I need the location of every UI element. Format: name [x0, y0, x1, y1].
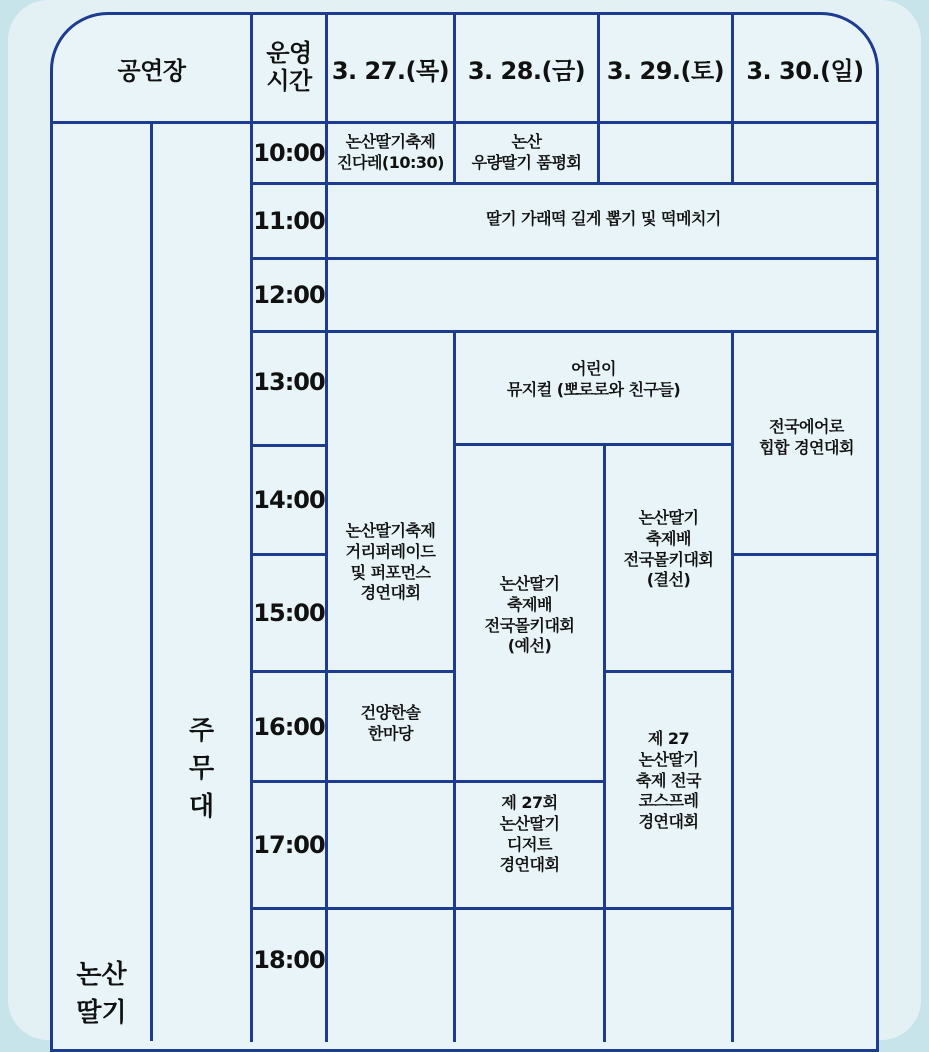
event-kids-musical: 어린이 뮤지컬 (뽀로로와 친구들): [506, 359, 681, 399]
header-hours: 운영 시간: [266, 39, 312, 95]
event-cosplay-contest: 제 27 논산딸기 축제 전국 코스프레 경연대회: [636, 729, 701, 832]
time-slot: 11:00: [253, 207, 325, 235]
time-slot: 18:00: [253, 946, 325, 974]
time-slot: 12:00: [253, 281, 325, 309]
header-day-2: 3. 28.(금): [467, 56, 586, 85]
event-molki-prelim: 논산딸기 축제배 전국몰키대회 (예선): [484, 574, 575, 656]
event-street-parade: 논산딸기축제 거리퍼레이드 및 퍼포먼스 경연대회: [345, 521, 436, 603]
event-dessert-contest: 제 27회 논산딸기 디저트 경연대회: [499, 793, 560, 875]
header-day-3: 3. 29.(토): [606, 56, 725, 85]
time-slot: 14:00: [253, 486, 325, 514]
time-slot: 16:00: [253, 712, 325, 741]
venue-label: 논산 딸기: [76, 960, 127, 1028]
time-slot: 15:00: [253, 599, 325, 627]
event-garaetteok: 딸기 가래떡 길게 뽑기 및 떡메치기: [486, 209, 721, 228]
event-hiphop-contest: 전국에어로 힙합 경연대회: [759, 417, 854, 457]
event-strawberry-tasting: 논산 우량딸기 품평회: [471, 132, 582, 172]
header-venue: 공연장: [117, 56, 186, 85]
row-line-15-right: [731, 553, 879, 556]
time-slot: 13:00: [253, 368, 325, 396]
event-jindare: 논산딸기축제 진다레(10:30): [337, 132, 444, 172]
time-slot: 17:00: [253, 831, 325, 859]
header-day-1: 3. 27.(목): [331, 56, 450, 85]
event-molki-final: 논산딸기 축제배 전국몰키대회 (결선): [623, 508, 714, 590]
stage-col-line: [150, 121, 153, 1041]
time-slot: 10:00: [253, 139, 325, 167]
stage-label: 주 무 대: [188, 716, 215, 822]
event-geonyang-hansol: 건양한솔 한마당: [360, 703, 421, 743]
row-line-12: [250, 257, 879, 260]
header-day-4: 3. 30.(일): [746, 56, 864, 85]
